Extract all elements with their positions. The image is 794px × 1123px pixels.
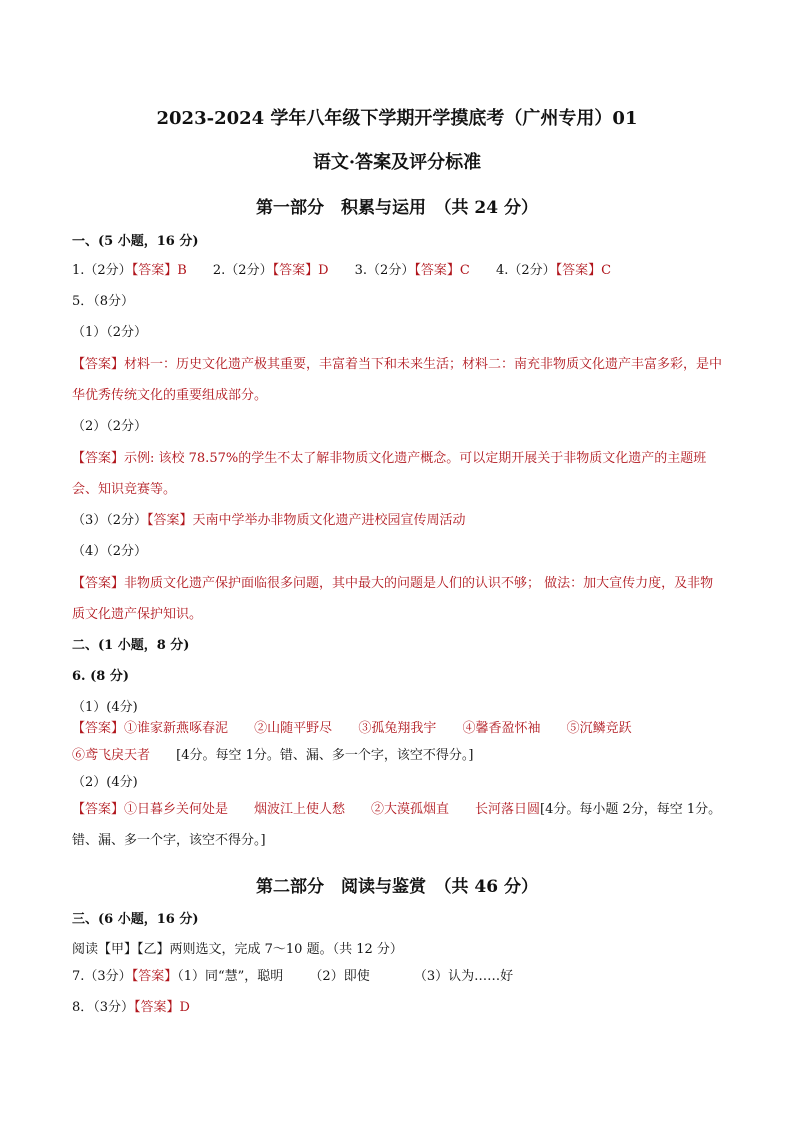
q8-answer: 【答案】D (134, 1000, 190, 1015)
q6-1-ans-4: ④馨香盈怀袖 (462, 721, 541, 736)
q8-line (72, 999, 190, 1017)
q2-answer: 【答案】D (272, 263, 329, 278)
q5-heading: 5．（8分） (72, 294, 135, 309)
q4-answer: 【答案】C (555, 263, 612, 278)
q4-score: 4.（2分） (495, 263, 556, 278)
q6-1-answer-line2 (72, 747, 473, 765)
q5-2-answer: 【答案】示例: 该校 78.57%的学生不太了解非物质文化遗产概念。可以定期开展关于非物质文化遗产的主题班会、知识竞赛等。 (72, 451, 707, 497)
part1-heading: 第一部分 积累与运用 （共 24 分） (256, 198, 538, 218)
section-1-heading: 一、(5 小题，16 分) (72, 234, 199, 249)
q6-1-ans-2: ②山随平野尽 (254, 721, 333, 736)
section-2-heading: 二、(1 小题，8 分) (72, 638, 190, 653)
q1-answer: 【答案】B (131, 263, 187, 278)
q6-2-scoring-note: [4分。每小题 2分，每空 1分。错、漏、多一个字，该空不得分。] (72, 802, 722, 848)
q6-2-answer (72, 794, 722, 856)
q5-4-heading: （4）（2分） (72, 544, 148, 559)
q5-1-heading: （1）（2分） (72, 325, 148, 340)
q5-4-answer: 【答案】非物质文化遗产保护面临很多问题，其中最大的问题是人们的认识不够； 做法：加大宣传力度，及非物质文化遗产保护知识。 (72, 576, 714, 622)
q6-1-answer-line1 (72, 720, 632, 738)
reading-intro: 阅读【甲】【乙】两则选文，完成 7～10 题。（共 12 分） (72, 942, 403, 957)
q5-3-line (72, 512, 466, 530)
part2-heading: 第二部分 阅读与鉴赏 （共 46 分） (256, 877, 538, 897)
q6-1-scoring-note: [4分。每空 1分。错、漏、多一个字，该空不得分。] (176, 748, 474, 763)
page-subtitle: 语文·答案及评分标准 (312, 152, 482, 173)
q6-heading: 6. (8 分) (72, 669, 129, 684)
q1-score: 1.（2分） (72, 263, 132, 278)
q6-2-answer-text: 【答案】①日暮乡关何处是 烟波江上使人愁 ②大漠孤烟直 长河落日圆 (72, 802, 541, 817)
page-title: 2023-2024 学年八年级下学期开学摸底考（广州专用）01 (156, 108, 638, 129)
q7-score: 7.（3分） (72, 969, 132, 984)
q7-answer-label: 【答案】 (131, 969, 178, 984)
q7-item-2: （2）即使 (309, 969, 370, 984)
q7-line (72, 968, 513, 986)
section-3-heading: 三、(6 小题，16 分) (72, 912, 199, 927)
q8-score: 8．（3分） (72, 1000, 135, 1015)
q7-item-1: （1）同“慧”，聪明 (177, 969, 284, 984)
q1-4-answers (72, 262, 611, 280)
q5-1-answer: 【答案】材料一：历史文化遗产极其重要，丰富着当下和未来生活；材料二：南充非物质文化遗产丰富多彩，是中华优秀传统文化的重要组成部分。 (72, 357, 723, 403)
q6-1-heading: （1）(4分) (72, 700, 138, 715)
q3-answer: 【答案】C (414, 263, 470, 278)
q5-2-heading: （2）（2分） (72, 419, 148, 434)
q3-score: 3.（2分） (354, 263, 415, 278)
q6-1-ans-1: 【答案】①谁家新燕啄春泥 (72, 721, 229, 736)
q6-1-ans-5: ⑤沉鳞竞跃 (566, 721, 632, 736)
q5-3-heading: （3）（2分） (72, 513, 148, 528)
q5-3-answer: 【答案】天南中学举办非物质文化遗产进校园宣传周活动 (147, 513, 466, 528)
q7-item-3: （3）认为……好 (413, 969, 514, 984)
q6-2-heading: （2）(4分) (72, 775, 138, 790)
q6-1-ans-3: ③孤兔翔我宇 (358, 721, 437, 736)
q2-score: 2.（2分） (212, 263, 273, 278)
q6-1-ans-6: ⑥鸢飞戾天者 (72, 748, 151, 763)
